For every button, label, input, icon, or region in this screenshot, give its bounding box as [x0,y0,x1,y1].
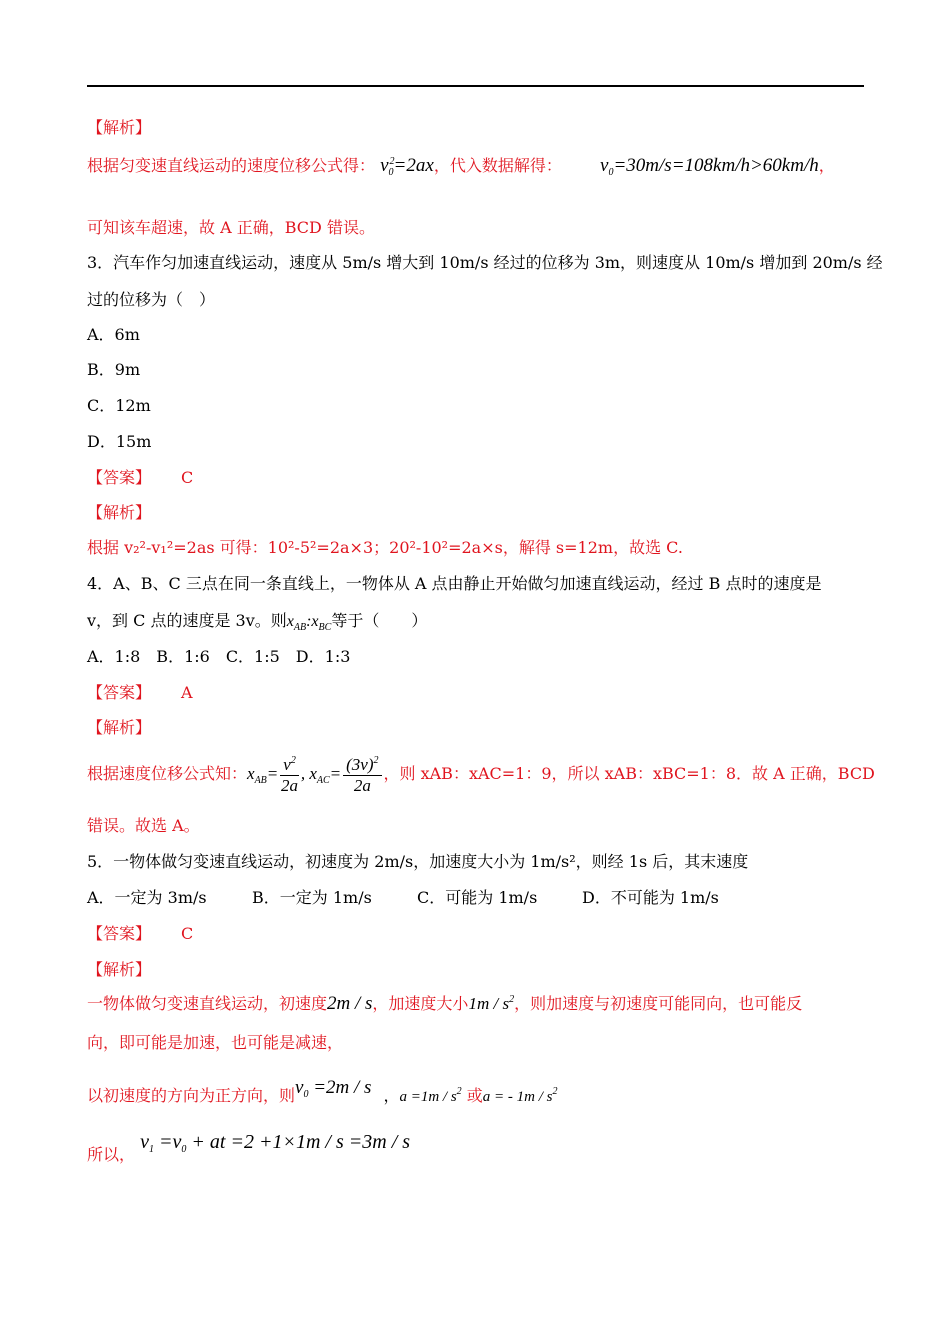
answer-label: 【答案】 [87,924,152,943]
q5-stem: 5．一物体做匀变速直线运动，初速度为 2m/s，加速度大小为 1m/s²，则经 1s 后，其末速度 [87,852,749,871]
q5-so-prefix: 所以， [87,1145,136,1164]
answer-label: 【答案】 [87,683,152,702]
q5-analysis-line2: 向，即可能是加速，也可能是减速， [87,1033,344,1052]
q5-answer-line [87,924,193,944]
q3-option-c: C．12m [87,396,151,415]
q4-answer: A [181,683,193,702]
q4-analysis-formula-line [87,752,875,796]
header-rule [87,85,864,87]
q5-or-text: 或 [466,1086,483,1105]
q4-analysis-end: 错误。故选 A。 [87,816,200,835]
q5-direction-prefix: 以初速度的方向为正方向，则 [87,1086,296,1105]
q2-formula-2: $v_0=30m/s=108km/h>60km/h$ [600,155,819,178]
q5-answer: C [181,924,194,943]
q3-option-b: B．9m [87,360,141,379]
q5-analysis-part1: 一物体做匀变速直线运动，初速度 [87,994,328,1013]
q4-answer-line [87,683,193,703]
q5-final-formula: $v_1 =v_0$ + at =2 +1×1m / s =3m / s [140,1131,411,1155]
q2-mid-text: ，代入数据解得： [433,156,562,175]
q3-option-a: A．6m [87,325,140,344]
q5-option-d: D．不可能为 1m/s [582,888,719,907]
answer-label: 【答案】 [87,468,152,487]
q2-tail-comma: ， [818,156,835,175]
q4-formula: $x_{AB}=$ $\frac{v^2}{2a}$ , $x_{AC}=$ $\frac{(3v)^2}{2a}$ [247,764,384,783]
q3-analysis: 根据 v₂²-v₁²=2as 可得：10²-5²=2a×3；20²-10²=2a×s，解得 s=12m，故选 C. [87,538,683,557]
q4-stem-line1: 4．A、B、C 三点在同一条直线上，一物体从 A 点由静止开始做匀加速直线运动，经过 B 点时的速度是 [87,574,822,593]
q4-analysis-prefix: 根据速度位移公式知： [87,764,248,783]
q3-stem-line2: 过的位移为（ ） [87,290,216,309]
q5-analysis-label: 【解析】 [87,960,152,979]
q5-analysis-line1 [87,994,802,1014]
q5-direction-line: 以初速度的方向为正方向，则$v_0 =2m / s$ ，$a =1m / s^2$ 或a = - $1m / s^2$ [87,1077,558,1105]
q5-analysis-part2: ，加速度大小 [372,994,469,1013]
analysis-label: 【解析】 [87,118,152,137]
q2-formula-1: $v^2_0=2ax$ [380,155,434,178]
q3-analysis-label: 【解析】 [87,503,152,522]
q4-stem-prefix: v，到 C 点的速度是 3v。则 [87,611,287,630]
q4-stem-line2 [87,611,427,632]
q5-v-init: 2m / s [327,993,373,1014]
q2-conclusion: 可知该车超速，故 A 正确，BCD 错误。 [87,218,375,237]
q5-accel: $1m / s^2$ [468,994,515,1013]
q5-a-formula-2: a = - $1m / s^2$ [482,1086,558,1105]
q2-analysis-formula-line [87,156,835,176]
q4-stem-suffix: 等于（ ） [331,611,428,630]
q2-analysis-prefix: 根据匀变速直线运动的速度位移公式得： [87,156,376,175]
q3-answer: C [181,468,194,487]
q5-option-a: A．一定为 3m/s [87,888,207,907]
q5-analysis-part3: ，则加速度与初速度可能同向，也可能反 [514,994,803,1013]
q5-v0-formula: $v_0 =2m / s$ [295,1077,372,1100]
q3-answer-line [87,468,193,488]
q3-stem-line1: 3．汽车作匀加速直线运动，速度从 5m/s 增大到 10m/s 经过的位移为 3m，则速度从 10m/s 增加到 20m/s 经 [87,253,883,272]
q5-option-c: C．可能为 1m/s [417,888,538,907]
q4-analysis-label: 【解析】 [87,718,152,737]
q4-options: A．1:8 B．1:6 C．1:5 D．1:3 [87,647,351,666]
q5-option-b: B．一定为 1m/s [252,888,372,907]
q3-option-d: D．15m [87,432,152,451]
q5-options [87,888,719,908]
q5-a-formula-1: $a =1m / s^2$ [399,1086,462,1105]
q5-final-line [87,1124,410,1173]
q4-ratio: $x_{AB}:x_{BC}$ [286,613,332,633]
q4-analysis-result: ，则 xAB：xAC=1：9，所以 xAB：xBC=1：8．故 A 正确，BCD [383,764,875,783]
